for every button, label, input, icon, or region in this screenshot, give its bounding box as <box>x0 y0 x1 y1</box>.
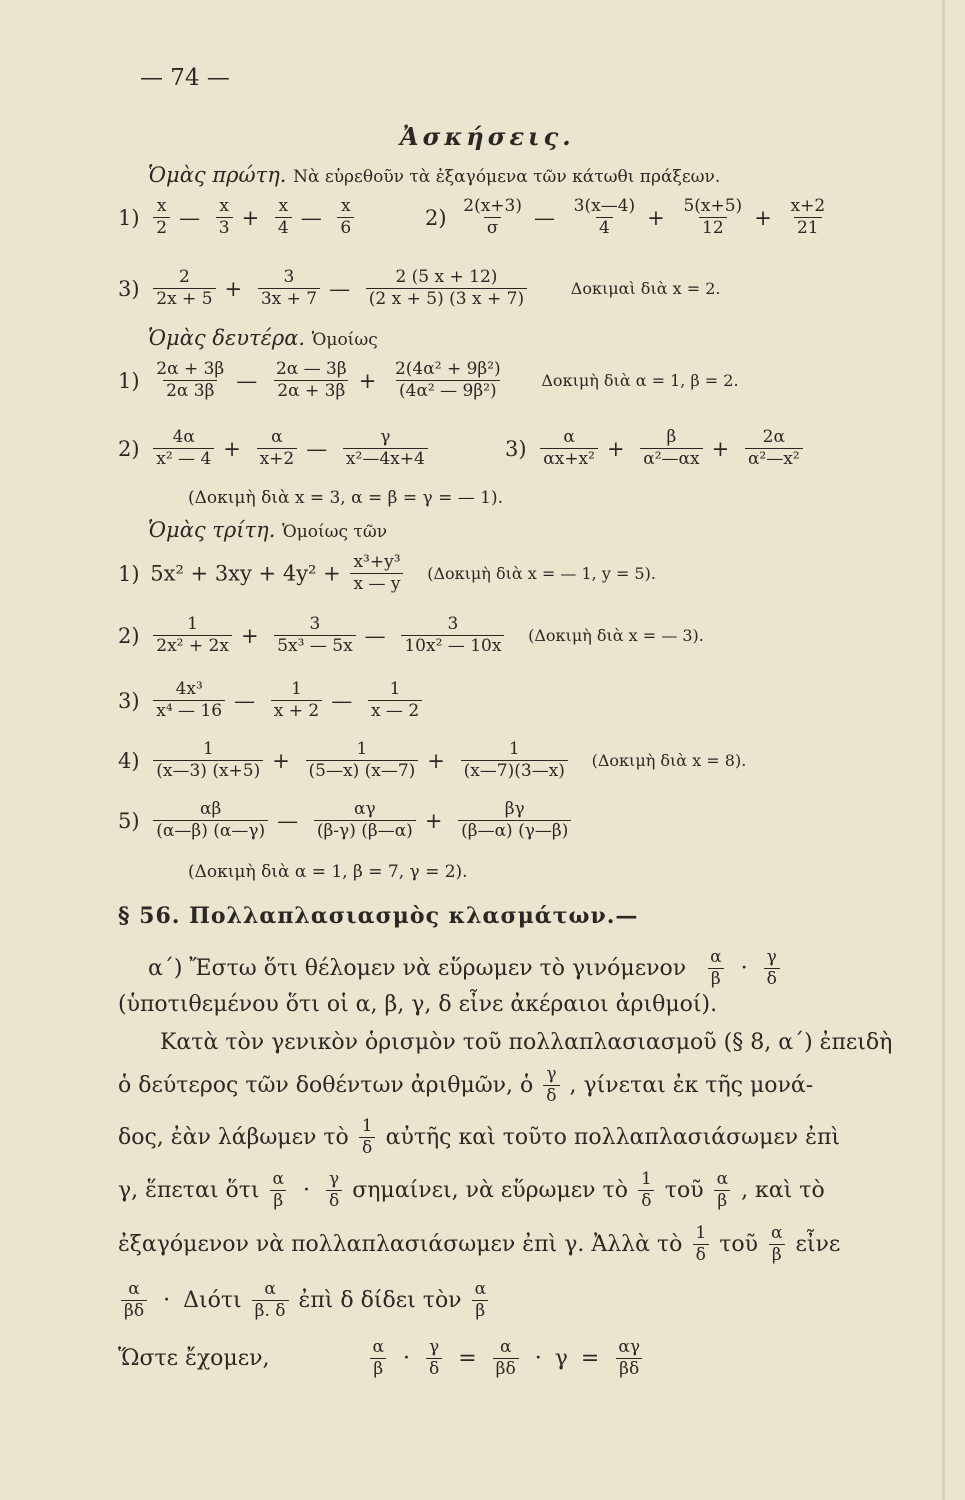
fraction: $\frac{x+2}{21}$ <box>790 196 826 238</box>
para-line-5: δος, ἐὰν λάβωμεν τὸ $\frac{1}{\delta}$ αὐτῆς καὶ τοῦτο πολλαπλασιάσωμεν ἐπὶ <box>118 1116 841 1158</box>
polynomial: 5x² + 3xy + 4y² + <box>150 561 341 586</box>
para-line-1: α΄) Ἔστω ὅτι θέλομεν νὰ εὕρωμεν τὸ γινόμενον $\frac{\alpha}{\beta}$ · $\frac{\gamma}{\delta}$ <box>148 948 783 989</box>
check-note: Δοκιμὴ διὰ α = 1, β = 2. <box>541 371 739 390</box>
group3-line <box>148 518 387 542</box>
fraction: $\frac{\alpha\beta}{(\alpha—\beta) (\alpha—\gamma)}$ <box>153 800 268 841</box>
ex-label: 4) <box>118 748 140 773</box>
page-edge <box>942 0 945 1500</box>
fraction: $\frac{3}{\text{10x² — 10x}}$ <box>401 615 504 656</box>
fraction: $\frac{\alpha}{x+2}$ <box>257 428 298 469</box>
para-line-4: ὁ δεύτερος τῶν δοθέντων ἀριθμῶν, ὁ $\frac{\gamma}{\delta}$ , γίνεται ἐκ τῆς μονά- <box>118 1064 814 1106</box>
fraction: $\frac{1}{\text{2x² + 2x}}$ <box>153 615 232 656</box>
fraction: $\frac{1}{x — 2}$ <box>368 680 422 721</box>
group3-check: (Δοκιμὴ διὰ α = 1, β = 7, γ = 2). <box>188 862 468 882</box>
group1-intro: Νὰ εὑρεθοῦν τὰ ἐξαγόμενα τῶν κάτωθι πράξεων. <box>293 167 721 187</box>
check-note: Δοκιμαὶ διὰ x = 2. <box>570 279 721 298</box>
group2-check: (Δοκιμὴ διὰ x = 3, α = β = γ = — 1). <box>188 488 503 508</box>
g3-ex5: 5) $\frac{\alpha\beta}{(\alpha—\beta) (\alpha—\gamma)}$ — $\frac{\alpha\gamma}{(\beta-\gamma) (\beta—\alpha)}$ + $\frac{\beta\gamma}{(\beta—\alpha) (\gamma—\beta)}$ <box>118 800 574 841</box>
ex-label: 2) <box>118 436 140 461</box>
ex-label: 2) <box>425 205 447 230</box>
g3-ex2: 2) $\frac{1}{\text{2x² + 2x}}$ + $\frac{3}{\text{5x³ — 5x}}$ — $\frac{3}{\text{10x² — 10x}}$ (Δοκιμὴ διὰ x = — 3). <box>118 614 704 656</box>
group2-heading: Ὁμὰς δευτέρα. <box>148 326 306 350</box>
fraction: $\frac{x}{4}$ <box>275 197 292 238</box>
para-line-9: Ὥστε ἔχομεν, $\frac{\alpha}{\beta}$ · $\frac{\gamma}{\delta}$ = $\frac{\alpha}{\beta\delta}$ · γ = $\frac{\alpha\gamma}{\beta\delta}$ <box>118 1338 646 1379</box>
g1-ex3: 3) $\frac{2}{2x + 5}$ + $\frac{3}{3x + 7}$ — $\frac{2 (5 x + 12)}{(2 x + 5) (3 x + 7)}$ Δοκιμαὶ διὰ x = 2. <box>118 267 721 309</box>
fraction: $\frac{2}{2x + 5}$ <box>153 268 215 309</box>
fraction: $\frac{2\alpha}{\text{α²—x²}}$ <box>745 428 803 469</box>
para-line-2: (ὑποτιθεμένου ὅτι οἱ α, β, γ, δ εἶνε ἀκέραιοι ἀριθμοί). <box>118 992 718 1017</box>
fraction: $\frac{1}{(x—7)(3—x)}$ <box>461 740 568 781</box>
fraction: $\frac{x}{6}$ <box>337 197 354 238</box>
group1-line <box>148 163 720 187</box>
check-note: (Δοκιμὴ διὰ x = — 1, y = 5). <box>427 564 656 583</box>
ex-label: 3) <box>505 436 527 461</box>
fraction: $\frac{1}{(x—3) (x+5)}$ <box>153 740 263 781</box>
group1-heading: Ὁμὰς πρώτη. <box>148 163 287 187</box>
ex-label: 1) <box>118 561 140 586</box>
g3-ex4: 4) $\frac{1}{(x—3) (x+5)}$ + $\frac{1}{(5—x) (x—7)}$ + $\frac{1}{(x—7)(3—x)}$ (Δοκιμὴ διὰ x = 8). <box>118 739 747 781</box>
page-number: — 74 — <box>140 65 230 91</box>
fraction: $\frac{1}{x + 2}$ <box>271 680 322 721</box>
ex-label: 5) <box>118 808 140 833</box>
g3-ex1 <box>118 553 656 594</box>
check-note: (Δοκιμὴ διὰ x = 8). <box>591 751 747 770</box>
ex-label: 3) <box>118 688 140 713</box>
fraction: $\frac{4\alpha}{\text{x² — 4}}$ <box>153 428 214 469</box>
fraction: $\frac{x}{2}$ <box>153 197 170 238</box>
fraction: $\frac{5(x+5)}{12}$ <box>683 196 743 238</box>
group3-intro: Ὁμοίως τῶν <box>282 522 388 542</box>
fraction: $\frac{\alpha}{\text{αx+x²}}$ <box>540 428 598 469</box>
fraction: $\frac{\alpha\gamma}{(\beta-\gamma) (\beta—\alpha)}$ <box>314 800 416 841</box>
group2-line <box>148 326 378 350</box>
g3-ex3: 3) $\frac{\text{4x³}}{\text{x⁴ — 16}}$ — $\frac{1}{x + 2}$ — $\frac{1}{x — 2}$ <box>118 680 425 721</box>
fraction: $\frac{\text{4x³}}{\text{x⁴ — 16}}$ <box>153 680 225 721</box>
fraction: $\frac{2(x+3)}{\sigma}$ <box>463 196 522 238</box>
para-line-8: $\frac{\alpha}{\beta\delta}$ · Διότι $\frac{\alpha}{\beta. \delta}$ ἐπὶ δ δίδει τὸν $\frac{\alpha}{\beta}$ <box>118 1280 492 1321</box>
para-line-3: Κατὰ τὸν γενικὸν ὁρισμὸν τοῦ πολλαπλασιασμοῦ (§ 8, α΄) ἐπειδὴ <box>160 1030 893 1055</box>
ex-label: 3) <box>118 276 140 301</box>
fraction: $\frac{3}{\text{5x³ — 5x}}$ <box>274 615 355 656</box>
fraction: $\frac{\beta}{\text{α²—αx}}$ <box>640 428 702 469</box>
fraction: $\frac{3}{3x + 7}$ <box>258 268 320 309</box>
check-note: (Δοκιμὴ διὰ x = — 3). <box>528 626 704 645</box>
fraction: $\frac{\gamma}{\text{x²—4x+4}}$ <box>343 428 428 469</box>
fraction: $\frac{\text{2(4α² + 9β²)}}{\text{(4α² — 9β²)}}$ <box>394 359 501 401</box>
para-line-7: ἐξαγόμενον νὰ πολλαπλασιάσωμεν ἐπὶ γ. Ἀλλὰ τὸ $\frac{1}{\delta}$ τοῦ $\frac{\alpha}{\beta}$ εἶνε <box>118 1223 841 1265</box>
exercises-title: Ἀσκήσεις. <box>400 122 575 151</box>
fraction: $\frac{\beta\gamma}{(\beta—\alpha) (\gamma—\beta)}$ <box>458 800 571 841</box>
para-line-6: γ, ἕπεται ὅτι $\frac{\alpha}{\beta}$ · $\frac{\gamma}{\delta}$ σημαίνει, νὰ εὕρωμεν τὸ $\frac{1}{\delta}$ τοῦ $\frac{\alpha}{\beta}$ , καὶ τὸ <box>118 1169 825 1211</box>
fraction: $\frac{2\alpha + 3\beta}{2\alpha 3\beta}$ <box>156 359 225 401</box>
section-56-heading: § 56. Πολλαπλασιασμὸς κλασμάτων.— <box>118 903 639 929</box>
ex-label: 1) <box>118 205 140 230</box>
fraction: $\frac{3(x—4)}{4}$ <box>573 196 636 238</box>
fraction: $\frac{2 (5 x + 12)}{(2 x + 5) (3 x + 7)}$ <box>366 268 527 309</box>
g1-ex2: 2) $\frac{2(x+3)}{\sigma}$ — $\frac{3(x—4)}{4}$ + $\frac{5(x+5)}{12}$ + $\frac{x+2}{21}$ <box>425 197 831 238</box>
fraction: $\frac{x}{3}$ <box>216 197 233 238</box>
g2-ex2: 2) $\frac{4\alpha}{\text{x² — 4}}$ + $\frac{\alpha}{x+2}$ — $\frac{\gamma}{\text{x²—4x+4}}$ <box>118 428 431 469</box>
group2-intro: Ὁμοίως <box>311 330 378 350</box>
fraction: $\frac{\text{x³+y³}}{x — y}$ <box>350 553 403 594</box>
g2-ex3: 3) $\frac{\alpha}{\text{αx+x²}}$ + $\frac{\beta}{\text{α²—αx}}$ + $\frac{2\alpha}{\text{α²—x²}}$ <box>505 428 806 469</box>
ex-label: 1) <box>118 368 140 393</box>
group3-heading: Ὁμὰς τρίτη. <box>148 518 276 542</box>
g1-ex1: 1) $\frac{x}{2}$ — $\frac{x}{3}$ + $\frac{x}{4}$ — $\frac{x}{6}$ <box>118 197 357 238</box>
fraction: $\frac{2\alpha — 3\beta}{2\alpha + 3\beta}$ <box>275 359 347 401</box>
g2-ex1: 1) $\frac{2\alpha + 3\beta}{2\alpha 3\beta}$ — $\frac{2\alpha — 3\beta}{2\alpha + 3\beta}$ + $\frac{\text{2(4α² + 9β²)}}{\text{(4α² — 9β²)}}$ Δοκιμὴ διὰ α = 1, β = 2. <box>118 359 739 401</box>
fraction: $\frac{1}{(5—x) (x—7)}$ <box>306 740 419 781</box>
ex-label: 2) <box>118 623 140 648</box>
